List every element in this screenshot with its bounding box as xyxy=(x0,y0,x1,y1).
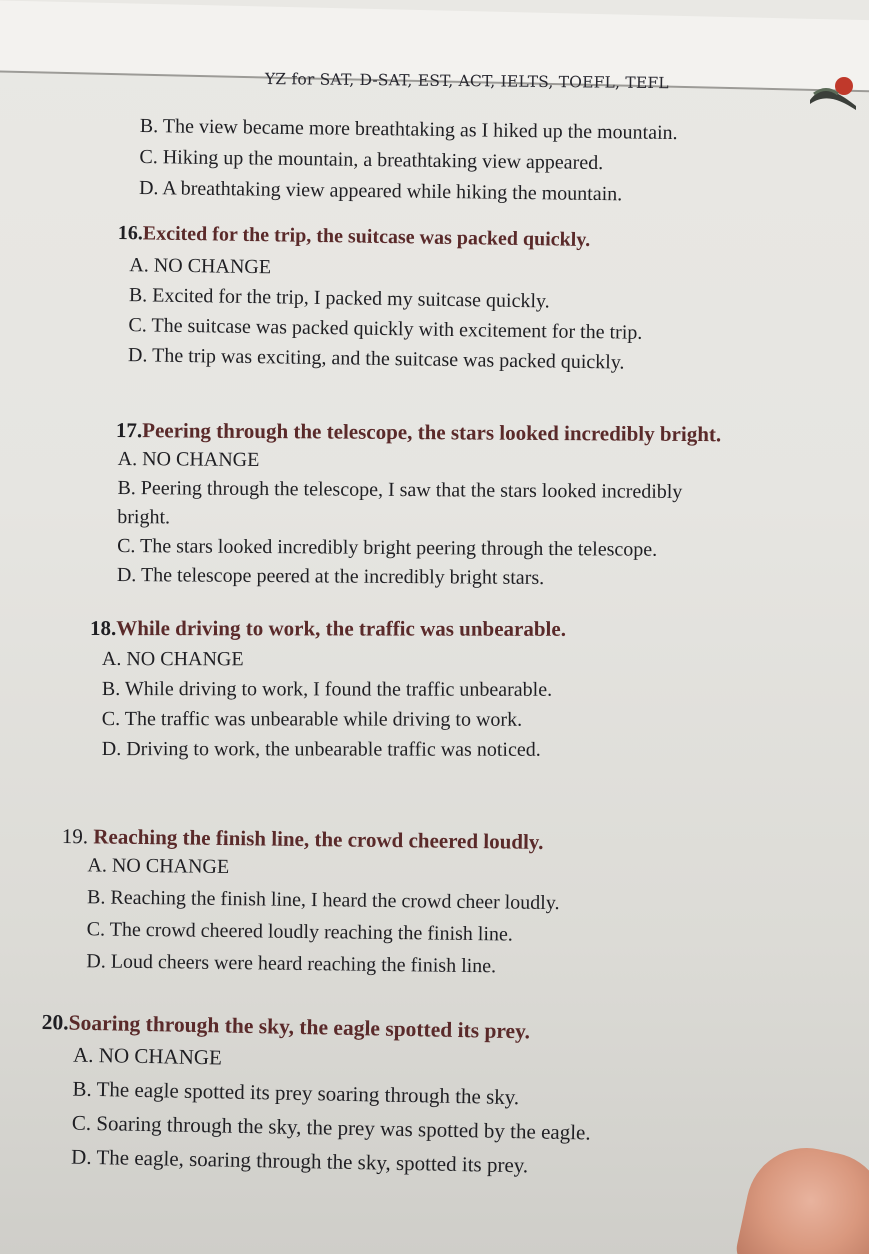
option-a[interactable]: A. NO CHANGE xyxy=(101,648,244,671)
question-19-stem xyxy=(62,824,544,855)
option-b[interactable]: B. Excited for the trip, I packed my suitcase quickly. xyxy=(128,284,550,313)
question-number: 19. xyxy=(61,824,94,849)
option-a[interactable]: A. NO CHANGE xyxy=(129,254,272,279)
question-18-stem xyxy=(90,616,566,642)
holding-thumb xyxy=(733,1137,869,1254)
question-text: Peering through the telescope, the stars looked incredibly bright. xyxy=(142,418,722,447)
option-c[interactable]: C. The suitcase was packed quickly with excitement for the trip. xyxy=(128,314,643,344)
option-b[interactable]: B. The view became more breathtaking as I hiked up the mountain. xyxy=(139,115,678,145)
page-header: YZ for SAT, D-SAT, EST, ACT, IELTS, TOEFL, TEFL xyxy=(264,70,669,93)
question-number: 16. xyxy=(117,222,143,245)
option-c[interactable]: C. The stars looked incredibly bright peering through the telescope. xyxy=(117,535,658,561)
question-number: 20. xyxy=(41,1010,69,1035)
option-b-continued[interactable]: bright. xyxy=(117,506,171,529)
question-text: While driving to work, the traffic was unbearable. xyxy=(116,616,566,641)
option-c[interactable]: C. Hiking up the mountain, a breathtaking view appeared. xyxy=(139,145,604,175)
option-a[interactable]: A. NO CHANGE xyxy=(87,854,230,879)
option-a[interactable]: A. NO CHANGE xyxy=(72,1042,223,1070)
option-b[interactable]: B. While driving to work, I found the traffic unbearable. xyxy=(101,678,553,701)
option-d[interactable]: D. The eagle, soaring through the sky, spotted its prey. xyxy=(70,1144,529,1178)
option-b[interactable]: B. Reaching the finish line, I heard the crowd cheer loudly. xyxy=(86,886,560,915)
option-a[interactable]: A. NO CHANGE xyxy=(117,448,260,472)
question-16-stem xyxy=(118,222,591,252)
option-c[interactable]: C. The traffic was unbearable while driving to work. xyxy=(101,708,523,731)
question-text: Soaring through the sky, the eagle spotted its prey. xyxy=(68,1010,531,1044)
option-d[interactable]: D. A breathtaking view appeared while hiking the mountain. xyxy=(138,176,623,206)
question-number: 17. xyxy=(115,418,143,443)
question-17-stem xyxy=(116,418,721,447)
option-d[interactable]: D. The trip was exciting, and the suitcase was packed quickly. xyxy=(127,344,625,374)
option-c[interactable]: C. Soaring through the sky, the prey was spotted by the eagle. xyxy=(71,1110,591,1145)
question-text: Reaching the finish line, the crowd cheered loudly. xyxy=(93,824,544,854)
option-d[interactable]: D. Loud cheers were heard reaching the finish line. xyxy=(86,950,497,978)
option-b[interactable]: B. Peering through the telescope, I saw that the stars looked incredibly xyxy=(117,477,683,503)
option-d[interactable]: D. Driving to work, the unbearable traffic was noticed. xyxy=(101,738,541,761)
question-text: Excited for the trip, the suitcase was packed quickly. xyxy=(142,222,591,252)
option-c[interactable]: C. The crowd cheered loudly reaching the finish line. xyxy=(86,918,513,946)
question-20-stem xyxy=(42,1010,531,1044)
publisher-logo-icon xyxy=(808,70,858,110)
question-number: 18. xyxy=(89,616,117,641)
option-d[interactable]: D. The telescope peered at the incredibly bright stars. xyxy=(116,564,545,589)
option-b[interactable]: B. The eagle spotted its prey soaring through the sky. xyxy=(72,1076,520,1110)
